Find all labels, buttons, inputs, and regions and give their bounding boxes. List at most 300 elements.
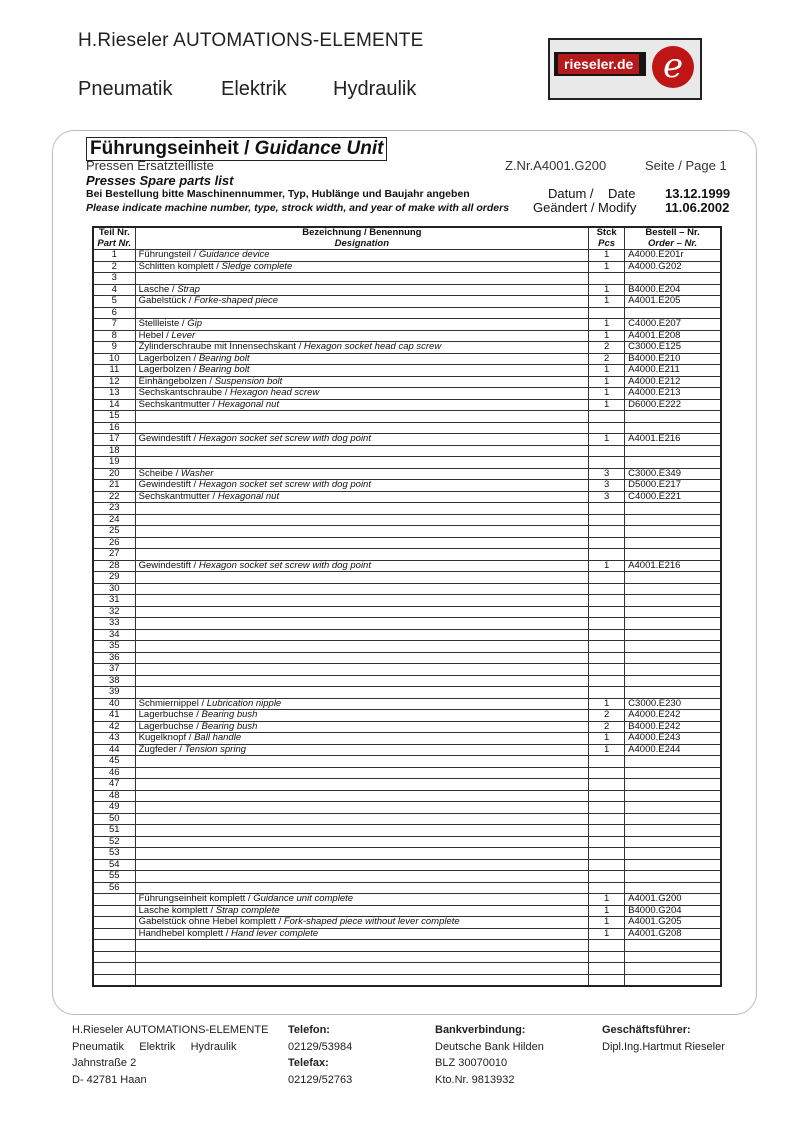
cell-pcs: [589, 399, 625, 411]
cell-designation: [135, 549, 588, 561]
table-row: [93, 342, 721, 354]
order-nr: A4000.E213: [628, 387, 681, 398]
table-row: [93, 319, 721, 331]
table-row: [93, 250, 721, 262]
cell-designation: [135, 733, 588, 745]
footer-company: H.Rieseler AUTOMATIONS-ELEMENTE: [72, 1024, 269, 1036]
designation-en: Washer: [180, 468, 214, 479]
cell-order-nr: [625, 273, 721, 285]
table-row: [93, 859, 721, 871]
cell-designation: [135, 802, 588, 814]
part-nr: 52: [109, 836, 120, 847]
order-nr: C3000.E349: [628, 468, 681, 479]
cell-designation: [135, 434, 588, 446]
parts-table-body: [93, 250, 721, 987]
logo-text: rieseler.de: [558, 54, 639, 74]
cell-pcs: [589, 756, 625, 768]
designation-en: Hand lever complete: [231, 928, 319, 939]
part-nr: 27: [109, 548, 120, 559]
cell-part-nr: [93, 733, 135, 745]
cell-pcs: [589, 779, 625, 791]
part-nr: 43: [109, 732, 120, 743]
cell-designation: [135, 836, 588, 848]
cell-part-nr: [93, 606, 135, 618]
cell-pcs: [589, 836, 625, 848]
table-row: [93, 825, 721, 837]
cell-part-nr: [93, 905, 135, 917]
cell-part-nr: [93, 917, 135, 929]
order-nr: A4000.E201r: [628, 249, 684, 260]
part-nr: 13: [109, 387, 120, 398]
cell-pcs: [589, 434, 625, 446]
designation-en: Strap complete: [215, 905, 280, 916]
cell-order-nr: [625, 457, 721, 469]
cell-pcs: [589, 905, 625, 917]
part-nr: 14: [109, 399, 120, 410]
cell-part-nr: [93, 641, 135, 653]
order-nr: A4000.E212: [628, 376, 681, 387]
order-nr: C4000.E221: [628, 491, 681, 502]
cell-order-nr: [625, 675, 721, 687]
part-nr: 56: [109, 882, 120, 893]
cell-part-nr: [93, 629, 135, 641]
cell-order-nr: [625, 411, 721, 423]
part-nr: 48: [109, 790, 120, 801]
cell-order-nr: [625, 756, 721, 768]
cell-part-nr: [93, 284, 135, 296]
cell-part-nr: [93, 526, 135, 538]
footer-contact: [288, 1022, 352, 1088]
cell-order-nr: [625, 790, 721, 802]
cell-designation: [135, 675, 588, 687]
designation-en: Bearing bush: [201, 721, 258, 732]
cell-order-nr: [625, 560, 721, 572]
table-row: [93, 721, 721, 733]
cell-designation: [135, 457, 588, 469]
part-nr: 36: [109, 652, 120, 663]
designation-de: Gabelstück /: [138, 295, 195, 306]
cell-order-nr: [625, 813, 721, 825]
cell-part-nr: [93, 572, 135, 584]
cell-pcs: [589, 319, 625, 331]
table-row: [93, 365, 721, 377]
cell-designation: [135, 882, 588, 894]
part-nr: 26: [109, 537, 120, 548]
cell-part-nr: [93, 307, 135, 319]
table-row: [93, 664, 721, 676]
designation-en: Hexagonal nut: [217, 491, 280, 502]
table-row: [93, 802, 721, 814]
cell-order-nr: [625, 917, 721, 929]
designation-en: Hexagon socket set screw with dog point: [198, 433, 371, 444]
cell-order-nr: [625, 388, 721, 400]
cell-order-nr: [625, 963, 721, 975]
cell-pcs: [589, 549, 625, 561]
designation-en: Ball handle: [194, 732, 242, 743]
cell-designation: [135, 365, 588, 377]
cell-designation: [135, 698, 588, 710]
cell-order-nr: [625, 468, 721, 480]
cell-order-nr: [625, 618, 721, 630]
cell-pcs: [589, 940, 625, 952]
quantity: 1: [603, 433, 610, 444]
table-row: [93, 572, 721, 584]
designation-en: Lubrication nipple: [206, 698, 282, 709]
order-nr: D5000.E217: [628, 479, 681, 490]
cell-part-nr: [93, 836, 135, 848]
cell-part-nr: [93, 595, 135, 607]
quantity: 1: [603, 284, 610, 295]
table-row: [93, 491, 721, 503]
cell-part-nr: [93, 468, 135, 480]
cell-order-nr: [625, 859, 721, 871]
designation-en: Hexagon socket set screw with dog point: [198, 560, 371, 571]
cell-designation: [135, 744, 588, 756]
table-row: [93, 388, 721, 400]
designation-de: Lagerbolzen /: [138, 364, 199, 375]
cell-designation: [135, 951, 588, 963]
cell-order-nr: [625, 399, 721, 411]
cell-designation: [135, 388, 588, 400]
cell-order-nr: [625, 848, 721, 860]
designation-en: Hexagon socket set screw with dog point: [198, 479, 371, 490]
order-note-de: Bei Bestellung bitte Maschinennummer, Typ, Hublänge und Baujahr angeben: [86, 188, 470, 200]
cell-part-nr: [93, 618, 135, 630]
order-nr: A4000.E242: [628, 709, 681, 720]
table-row: [93, 641, 721, 653]
cell-designation: [135, 572, 588, 584]
part-nr: 21: [109, 479, 120, 490]
cell-designation: [135, 940, 588, 952]
table-row: [93, 894, 721, 906]
cell-pcs: [589, 342, 625, 354]
footer-phone-label: Telefon:: [288, 1024, 330, 1036]
cell-part-nr: [93, 652, 135, 664]
cell-designation: [135, 422, 588, 434]
division-pneumatik: Pneumatik: [78, 78, 173, 100]
cell-pcs: [589, 480, 625, 492]
cell-designation: [135, 767, 588, 779]
order-nr: A4001.E216: [628, 560, 681, 571]
designation-en: Gip: [187, 318, 202, 329]
quantity: 2: [603, 709, 610, 720]
part-nr: 54: [109, 859, 120, 870]
cell-order-nr: [625, 664, 721, 676]
table-row: [93, 675, 721, 687]
table-row: [93, 399, 721, 411]
part-nr: 32: [109, 606, 120, 617]
table-row: [93, 503, 721, 515]
table-row: [93, 296, 721, 308]
part-nr: 35: [109, 640, 120, 651]
cell-pcs: [589, 491, 625, 503]
table-row: [93, 514, 721, 526]
cell-order-nr: [625, 928, 721, 940]
designation-de: Stellleiste /: [138, 318, 188, 329]
cell-designation: [135, 583, 588, 595]
designation-en: Lever: [171, 330, 196, 341]
cell-order-nr: [625, 261, 721, 273]
cell-part-nr: [93, 687, 135, 699]
cell-pcs: [589, 664, 625, 676]
footer-phone: 02129/53984: [288, 1040, 353, 1053]
part-nr: 6: [111, 307, 117, 318]
cell-designation: [135, 779, 588, 791]
table-row: [93, 330, 721, 342]
cell-pcs: [589, 859, 625, 871]
order-nr: A4001.E216: [628, 433, 681, 444]
company-logo: [548, 38, 702, 100]
designation-de: Lasche komplett /: [138, 905, 216, 916]
cell-order-nr: [625, 951, 721, 963]
part-nr: 28: [109, 560, 120, 571]
cell-pcs: [589, 606, 625, 618]
cell-part-nr: [93, 767, 135, 779]
cell-designation: [135, 319, 588, 331]
cell-pcs: [589, 376, 625, 388]
table-row: [93, 917, 721, 929]
cell-pcs: [589, 618, 625, 630]
designation-de: Gewindestift /: [138, 433, 199, 444]
designation-en: Bearing bush: [201, 709, 258, 720]
table-row: [93, 480, 721, 492]
cell-part-nr: [93, 296, 135, 308]
cell-part-nr: [93, 273, 135, 285]
cell-designation: [135, 480, 588, 492]
designation-de: Sechskantschraube /: [138, 387, 230, 398]
order-nr: B4000.E204: [628, 284, 681, 295]
cell-part-nr: [93, 928, 135, 940]
cell-order-nr: [625, 882, 721, 894]
cell-order-nr: [625, 250, 721, 262]
col-header-designation: Bezeichnung / Benennung Designation: [135, 227, 588, 250]
cell-designation: [135, 445, 588, 457]
part-nr: 37: [109, 663, 120, 674]
cell-order-nr: [625, 445, 721, 457]
cell-order-nr: [625, 802, 721, 814]
cell-designation: [135, 894, 588, 906]
part-nr: 25: [109, 525, 120, 536]
order-nr: B4000.G204: [628, 905, 682, 916]
cell-order-nr: [625, 698, 721, 710]
cell-part-nr: [93, 411, 135, 423]
table-row: [93, 974, 721, 986]
part-nr: 34: [109, 629, 120, 640]
cell-part-nr: [93, 951, 135, 963]
part-nr: 31: [109, 594, 120, 605]
cell-pcs: [589, 388, 625, 400]
designation-en: Forke-shaped piece: [194, 295, 279, 306]
footer-fax: 02129/52763: [288, 1073, 353, 1086]
order-nr: B4000.E242: [628, 721, 681, 732]
cell-order-nr: [625, 721, 721, 733]
cell-designation: [135, 468, 588, 480]
cell-part-nr: [93, 422, 135, 434]
cell-designation: [135, 664, 588, 676]
cell-order-nr: [625, 434, 721, 446]
cell-pcs: [589, 825, 625, 837]
table-row: [93, 951, 721, 963]
quantity: 2: [603, 353, 610, 364]
cell-pcs: [589, 250, 625, 262]
cell-pcs: [589, 261, 625, 273]
cell-part-nr: [93, 940, 135, 952]
order-nr: A4001.G208: [628, 928, 682, 939]
col-header-part-nr: Teil Nr. Part Nr.: [93, 227, 135, 250]
cell-designation: [135, 273, 588, 285]
cell-part-nr: [93, 319, 135, 331]
designation-de: Kugelknopf /: [138, 732, 195, 743]
designation-en: Suspension bolt: [214, 376, 283, 387]
part-nr: 5: [111, 295, 117, 306]
table-row: [93, 848, 721, 860]
cell-part-nr: [93, 480, 135, 492]
cell-designation: [135, 514, 588, 526]
table-row: [93, 629, 721, 641]
cell-order-nr: [625, 825, 721, 837]
cell-part-nr: [93, 779, 135, 791]
order-nr: C3000.E230: [628, 698, 681, 709]
cell-designation: [135, 526, 588, 538]
designation-de: Scheibe /: [138, 468, 181, 479]
designation-en: Guidance unit complete: [253, 893, 354, 904]
cell-designation: [135, 595, 588, 607]
cell-order-nr: [625, 503, 721, 515]
cell-part-nr: [93, 491, 135, 503]
table-row: [93, 284, 721, 296]
cell-order-nr: [625, 319, 721, 331]
designation-de: Führungseinheit komplett /: [138, 893, 254, 904]
order-nr: A4000.G202: [628, 261, 682, 272]
cell-part-nr: [93, 974, 135, 986]
page-number: Seite / Page 1: [645, 158, 727, 173]
table-row: [93, 733, 721, 745]
table-row: [93, 963, 721, 975]
cell-designation: [135, 813, 588, 825]
cell-designation: [135, 411, 588, 423]
cell-part-nr: [93, 434, 135, 446]
part-nr: 30: [109, 583, 120, 594]
quantity: 1: [603, 318, 610, 329]
cell-designation: [135, 848, 588, 860]
cell-pcs: [589, 365, 625, 377]
part-nr: 19: [109, 456, 120, 467]
table-row: [93, 652, 721, 664]
cell-pcs: [589, 330, 625, 342]
quantity: 3: [603, 479, 610, 490]
table-row: [93, 468, 721, 480]
quantity: 3: [603, 468, 610, 479]
designation-en: Guidance device: [198, 249, 270, 260]
order-nr: C3000.E125: [628, 341, 681, 352]
cell-designation: [135, 330, 588, 342]
designation-en: Tension spring: [184, 744, 247, 755]
cell-order-nr: [625, 422, 721, 434]
date-label: Datum / Date: [548, 186, 636, 201]
cell-part-nr: [93, 330, 135, 342]
order-nr: A4000.E243: [628, 732, 681, 743]
order-nr: A4001.E208: [628, 330, 681, 341]
footer-bank-label: Bankverbindung:: [435, 1024, 526, 1036]
cell-designation: [135, 963, 588, 975]
designation-en: Hexagonal nut: [217, 399, 280, 410]
cell-designation: [135, 342, 588, 354]
part-nr: 4: [111, 284, 117, 295]
table-row: [93, 940, 721, 952]
cell-order-nr: [625, 572, 721, 584]
footer-bank-name: Deutsche Bank Hilden: [435, 1040, 544, 1053]
cell-order-nr: [625, 629, 721, 641]
cell-pcs: [589, 790, 625, 802]
cell-designation: [135, 606, 588, 618]
quantity: 1: [603, 330, 610, 341]
cell-designation: [135, 296, 588, 308]
part-nr: 38: [109, 675, 120, 686]
cell-pcs: [589, 514, 625, 526]
table-row: [93, 353, 721, 365]
part-nr: 2: [111, 261, 117, 272]
table-row: [93, 928, 721, 940]
cell-pcs: [589, 307, 625, 319]
part-nr: 45: [109, 755, 120, 766]
cell-pcs: [589, 468, 625, 480]
cell-pcs: [589, 457, 625, 469]
cell-designation: [135, 928, 588, 940]
quantity: 1: [603, 905, 610, 916]
designation-de: Sechskantmutter /: [138, 399, 218, 410]
part-nr: 51: [109, 824, 120, 835]
cell-designation: [135, 871, 588, 883]
part-nr: 18: [109, 445, 120, 456]
cell-order-nr: [625, 342, 721, 354]
cell-order-nr: [625, 307, 721, 319]
footer-account: Kto.Nr. 9813932: [435, 1073, 515, 1086]
cell-designation: [135, 491, 588, 503]
table-row: [93, 618, 721, 630]
table-row: [93, 422, 721, 434]
order-note-en: Please indicate machine number, type, strock width, and year of make with all orders: [86, 202, 510, 214]
table-header-row: [93, 227, 721, 250]
quantity: 1: [603, 295, 610, 306]
cell-designation: [135, 652, 588, 664]
designation-de: Gewindestift /: [138, 560, 199, 571]
footer-divisions: Pneumatik Elektrik Hydraulik: [72, 1040, 237, 1053]
cell-designation: [135, 756, 588, 768]
cell-pcs: [589, 974, 625, 986]
cell-pcs: [589, 652, 625, 664]
date-value: 13.12.1999: [665, 186, 731, 201]
table-row: [93, 836, 721, 848]
cell-part-nr: [93, 744, 135, 756]
order-nr: A4001.G205: [628, 916, 682, 927]
designation-de: Lagerbuchse /: [138, 721, 202, 732]
quantity: 1: [603, 364, 610, 375]
cell-part-nr: [93, 560, 135, 572]
cell-pcs: [589, 744, 625, 756]
cell-pcs: [589, 629, 625, 641]
cell-part-nr: [93, 871, 135, 883]
cell-order-nr: [625, 974, 721, 986]
cell-designation: [135, 629, 588, 641]
cell-order-nr: [625, 836, 721, 848]
title-en: Guidance Unit: [254, 138, 384, 159]
cell-order-nr: [625, 733, 721, 745]
designation-en: Hexagon head screw: [229, 387, 320, 398]
cell-order-nr: [625, 330, 721, 342]
cell-designation: [135, 307, 588, 319]
cell-part-nr: [93, 537, 135, 549]
cell-pcs: [589, 687, 625, 699]
